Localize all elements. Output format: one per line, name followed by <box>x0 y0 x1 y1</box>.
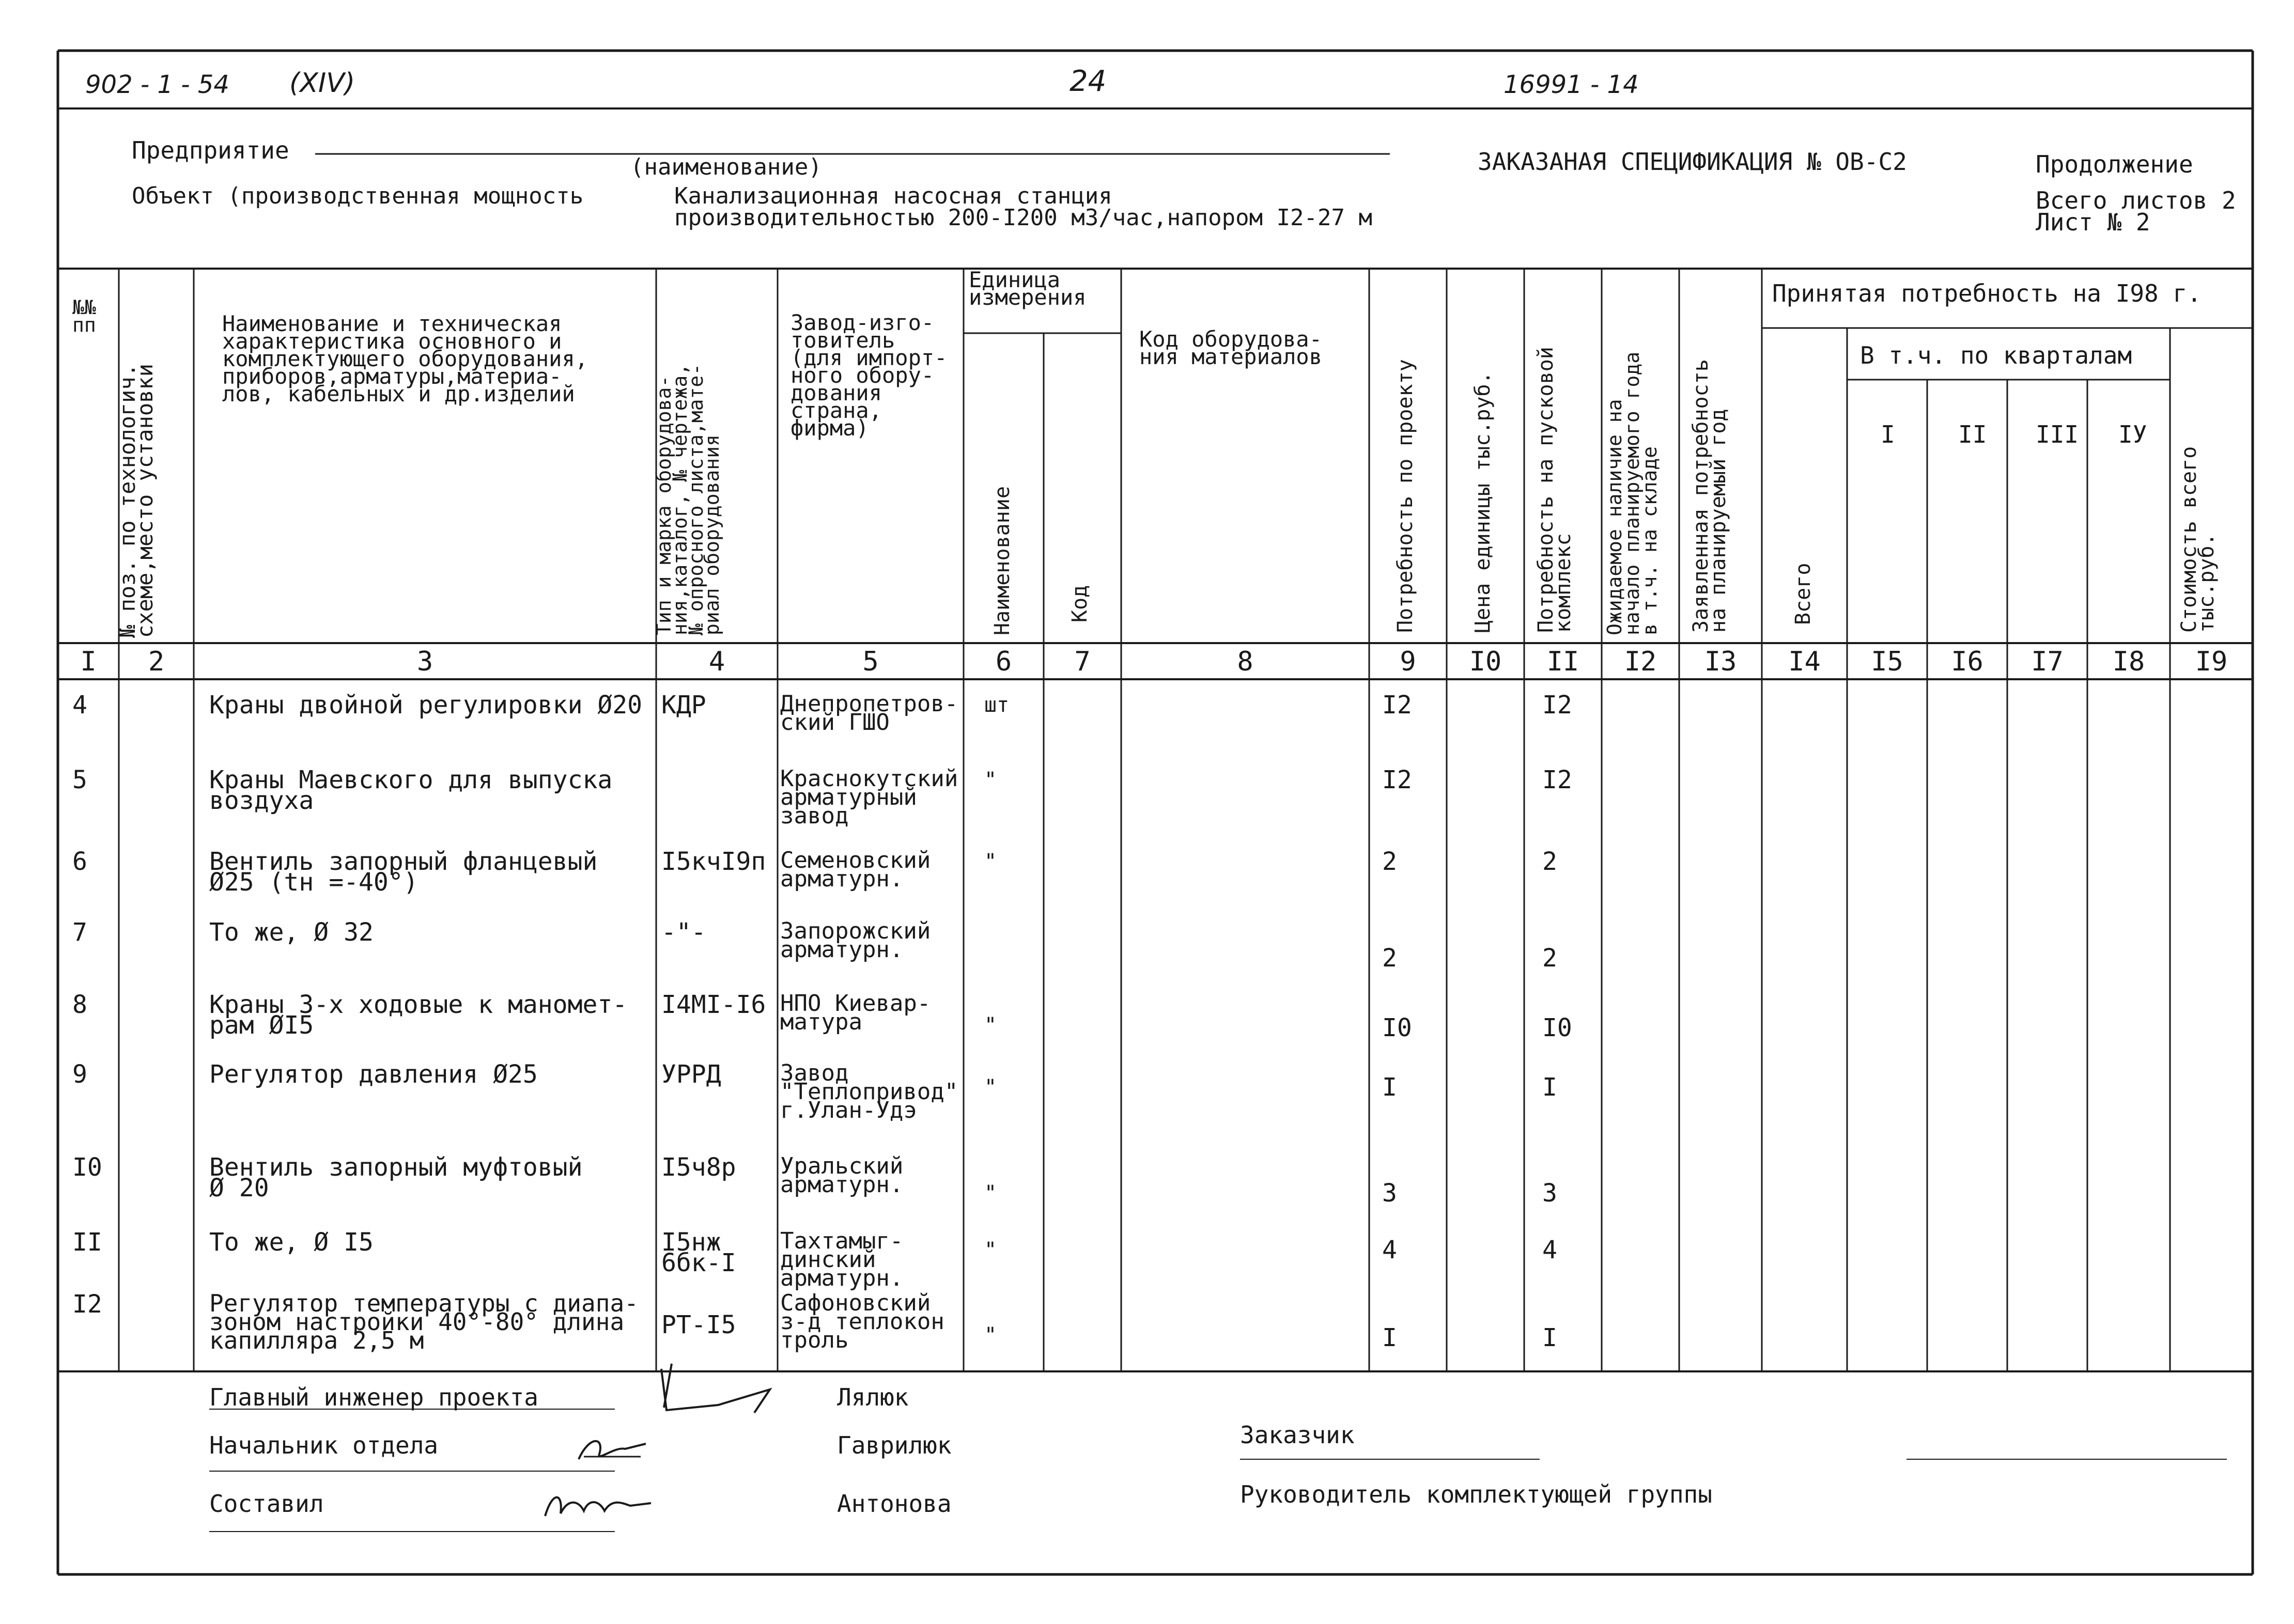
col-header-5: Завод-изго- товитель (для импорт- ного обору- дования страна, фирма) <box>791 310 948 441</box>
col-header-14-18: Принятая потребность на I98 г. <box>1772 279 2202 307</box>
item-name: Регулятор температуры с диапа- зоном настройки 40°-80° длина капилляра 2,5 м <box>209 1289 639 1354</box>
col-header-13 <box>1689 359 1730 633</box>
doc-code: 902 - 1 - 54 <box>85 70 229 99</box>
item-maker: Запорожский арматурн. <box>780 918 931 963</box>
item-maker: НПО Киевар- матура <box>780 990 931 1035</box>
col-header-13-text: Заявленная потребность на планируемый год <box>1689 359 1730 633</box>
col-number: 7 <box>1074 646 1091 677</box>
continuation-label: Продолжение <box>2036 150 2193 178</box>
col-header-6-7: Единица измерения <box>969 267 1087 310</box>
customer-label: Заказчик <box>1240 1421 1355 1449</box>
qty-start: 3 <box>1542 1179 1557 1208</box>
item-type: РТ-I5 <box>661 1310 736 1339</box>
col-number: II <box>1546 646 1579 677</box>
qty-start: 2 <box>1542 847 1557 876</box>
col-number: 5 <box>862 646 879 677</box>
item-name: Регулятор давления Ø25 <box>209 1060 538 1089</box>
col-header-4 <box>653 363 723 635</box>
spec-title: ЗАКАЗАНАЯ СПЕЦИФИКАЦИЯ № ОВ-С2 <box>1478 148 1907 176</box>
col-number: 8 <box>1237 646 1253 677</box>
qty-project: 2 <box>1382 847 1397 876</box>
col-number: I7 <box>2031 646 2064 677</box>
col-number: 2 <box>148 646 165 677</box>
col-number: I9 <box>2195 646 2228 677</box>
qty-start: I <box>1542 1073 1557 1102</box>
item-name: То же, Ø 32 <box>209 918 374 947</box>
item-name: То же, Ø I5 <box>209 1228 374 1257</box>
item-type: I5нж 6бк-I <box>661 1228 736 1277</box>
col-number: I4 <box>1788 646 1821 677</box>
item-name: Вентиль запорный фланцевый Ø25 (tн =-40°) <box>209 847 598 897</box>
signature-compiler-icon <box>537 1488 661 1524</box>
item-unit: " <box>984 768 997 792</box>
group-head-label: Руководитель комплектующей группы <box>1240 1480 1712 1508</box>
item-name: Краны Маевского для выпуска воздуха <box>209 766 613 815</box>
item-maker: Днепропетров- ский ГШО <box>780 691 958 736</box>
col-header-14-text: Всего <box>1791 563 1815 625</box>
item-type: I4MI-I6 <box>661 990 766 1019</box>
col-number: 6 <box>995 646 1012 677</box>
col-number: I5 <box>1871 646 1903 677</box>
item-maker: Семеновский арматурн. <box>780 847 931 892</box>
chief-engineer-label: Главный инженер проекта <box>209 1383 538 1411</box>
item-unit: " <box>984 1238 997 1262</box>
col-header-10-text: Цена единицы тыс.руб. <box>1471 371 1495 633</box>
item-unit: " <box>984 850 997 873</box>
col-header-11-text: Потребность на пусковой комплекс <box>1534 347 1575 633</box>
qty-project: 3 <box>1382 1179 1397 1208</box>
col-number: I8 <box>2112 646 2145 677</box>
col-header-1: №№ пп <box>72 296 96 336</box>
col-header-2-text: № поз. по технологич. схеме,место установки <box>115 363 158 638</box>
col-number: I0 <box>1469 646 1502 677</box>
col-number: I6 <box>1951 646 1983 677</box>
col-header-8: Код оборудова- ния материалов <box>1139 326 1323 369</box>
row-number: I2 <box>72 1290 102 1319</box>
item-maker: Завод "Теплопривод" г.Улан-Удэ <box>780 1060 958 1123</box>
qty-start: I0 <box>1542 1013 1572 1042</box>
quarter-3: III <box>2036 420 2079 448</box>
item-unit: " <box>984 1013 997 1037</box>
col-header-12 <box>1603 351 1661 635</box>
col-header-4-text: Тип и марка оборудова- ния,каталог, № чертежа, № опросного листа,мате- риал оборудования <box>653 363 723 635</box>
col-number: 3 <box>416 646 433 677</box>
item-type: -"- <box>661 918 706 947</box>
col-header-7 <box>1070 585 1090 622</box>
compiler-label: Составил <box>209 1490 324 1518</box>
compiler-name: Антонова <box>837 1490 952 1518</box>
signature-head-icon <box>568 1431 656 1467</box>
col-header-9-text: Потребность по проекту <box>1393 359 1417 633</box>
row-number: 4 <box>72 691 87 720</box>
col-number: 9 <box>1400 646 1416 677</box>
qty-project: 2 <box>1382 944 1397 973</box>
item-maker: Краснокутский арматурный завод <box>780 766 958 829</box>
col-header-11 <box>1534 347 1575 633</box>
row-number: 8 <box>72 990 87 1019</box>
row-number: 5 <box>72 766 87 794</box>
qty-start: I <box>1542 1323 1557 1352</box>
row-number: II <box>72 1228 102 1257</box>
signature-chief-icon <box>641 1358 796 1415</box>
quarter-1: I <box>1881 420 1895 448</box>
page-number: 24 <box>1070 65 1107 98</box>
col-header-10 <box>1473 371 1493 633</box>
col-number: I <box>80 646 97 677</box>
qty-project: 4 <box>1382 1236 1397 1264</box>
qty-start: 4 <box>1542 1236 1557 1264</box>
inventory-number: 16991 - 14 <box>1504 70 1639 99</box>
row-number: I0 <box>72 1153 102 1182</box>
qty-project: I2 <box>1382 766 1412 794</box>
qty-start: I2 <box>1542 766 1572 794</box>
quarter-2: II <box>1958 420 1987 448</box>
sheet-number: Лист № 2 <box>2036 208 2150 236</box>
object-line-1: Канализационная насосная станция <box>674 183 1112 209</box>
col-number: I2 <box>1624 646 1657 677</box>
qty-project: I <box>1382 1323 1397 1352</box>
enterprise-label: Предприятие <box>132 136 289 164</box>
item-name: Вентиль запорный муфтовый Ø 20 <box>209 1153 583 1203</box>
col-header-6 <box>992 486 1013 635</box>
object-line-2: производительностью 200-I200 м3/час,напором I2-27 м <box>674 205 1373 231</box>
item-type: УРРД <box>661 1060 721 1089</box>
col-header-14 <box>1793 563 1814 625</box>
item-maker: Сафоновский з-д теплокон троль <box>780 1290 944 1353</box>
qty-project: I2 <box>1382 691 1412 720</box>
qty-project: I0 <box>1382 1013 1412 1042</box>
qty-project: I <box>1382 1073 1397 1102</box>
item-type: КДР <box>661 691 706 720</box>
col-header-12-text: Ожидаемое наличие на начало планируемого года в т.ч. на складе <box>1603 351 1661 635</box>
col-header-7-text: Код <box>1068 585 1092 622</box>
item-type: I5ч8р <box>661 1153 736 1182</box>
department-head-name: Гаврилюк <box>837 1431 952 1459</box>
col-header-6-text: Наименование <box>990 486 1014 635</box>
quarter-4: IУ <box>2118 420 2147 448</box>
doc-part: (XIV) <box>289 68 355 99</box>
item-maker: Тахтамыг- динский арматурн. <box>780 1228 904 1291</box>
row-number: 9 <box>72 1060 87 1089</box>
col-header-19-text: Стоимость всего тыс.руб. <box>2177 446 2219 633</box>
department-head-label: Начальник отдела <box>209 1431 439 1459</box>
col-header-2 <box>115 287 158 638</box>
total-sheets: Всего листов 2 <box>2036 186 2236 214</box>
qty-start: 2 <box>1542 944 1557 973</box>
item-unit: шт <box>984 693 1010 717</box>
item-unit: " <box>984 1181 997 1205</box>
col-header-3: Наименование и техническая характеристика основного и комплектующего оборудования, приборов,арматуры,материа- лов, кабельных и др.изделий <box>222 311 588 407</box>
object-label: Объект (производственная мощность <box>132 183 584 209</box>
col-header-19 <box>2177 446 2219 633</box>
item-maker: Уральский арматурн. <box>780 1153 904 1198</box>
item-unit: " <box>984 1323 997 1347</box>
col-number: I3 <box>1704 646 1737 677</box>
item-type: I5кчI9п <box>661 847 766 876</box>
col-header-9 <box>1395 359 1416 633</box>
item-name: Краны 3-х ходовые к маномет- рам ØI5 <box>209 990 628 1040</box>
item-name: Краны двойной регулировки Ø20 <box>209 691 643 720</box>
chief-engineer-name: Лялюк <box>837 1383 909 1411</box>
item-unit: " <box>984 1075 997 1099</box>
col-header-15-18: В т.ч. по кварталам <box>1860 341 2132 369</box>
row-number: 6 <box>72 847 87 876</box>
row-number: 7 <box>72 918 87 947</box>
qty-start: I2 <box>1542 691 1572 720</box>
col-number: 4 <box>708 646 725 677</box>
naming-hint: (наименование) <box>630 154 822 180</box>
